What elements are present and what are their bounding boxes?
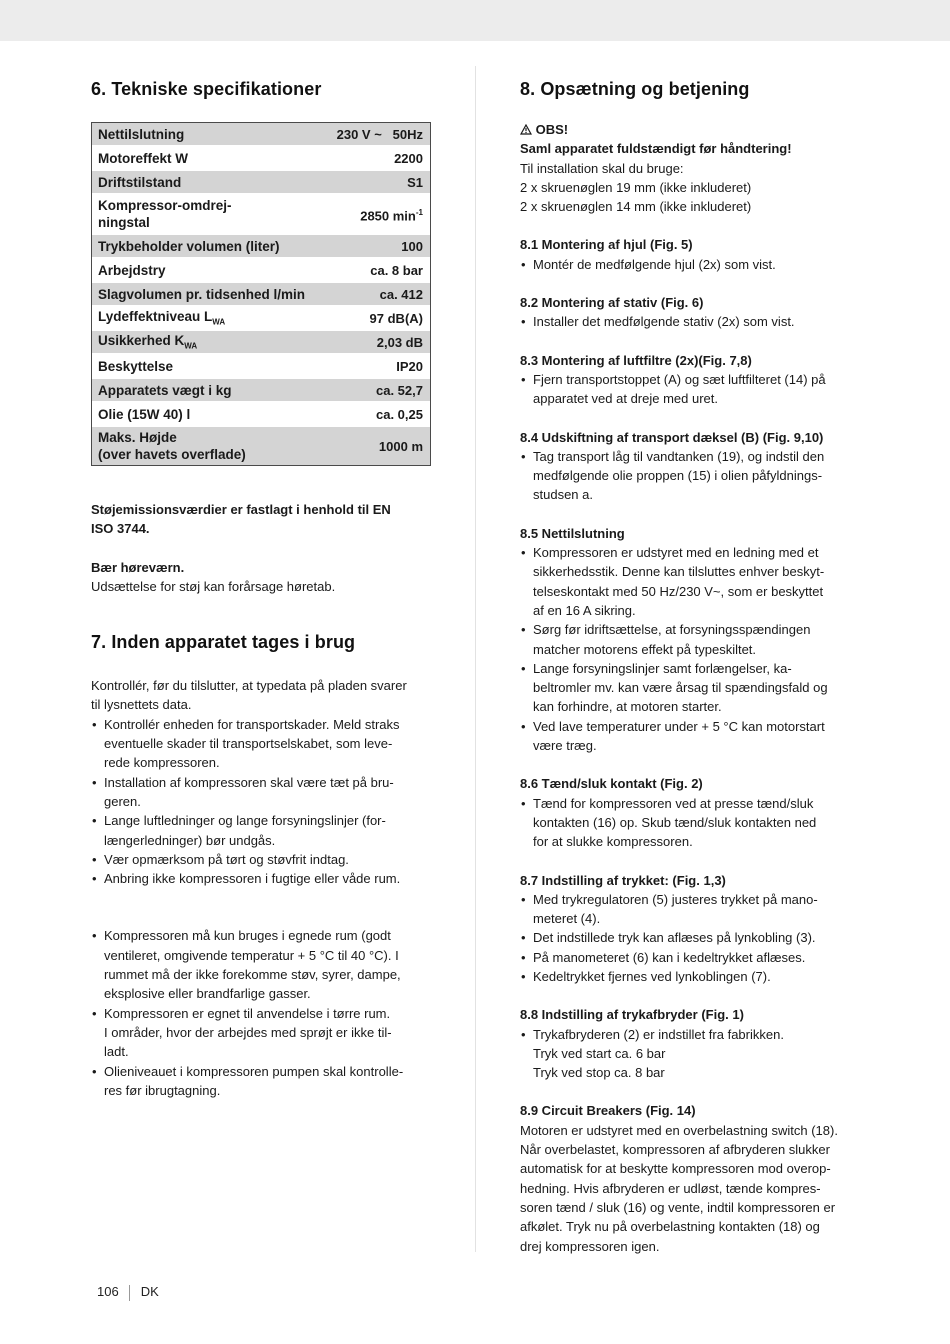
spec-row (92, 305, 430, 329)
subsection-8-6-title: 8.6 Tænd/sluk kontakt (Fig. 2) (520, 776, 703, 792)
spec-label: Slagvolumen pr. tidsenhed l/min (98, 286, 306, 302)
list-item: • Olieniveauet i kompressoren pumpen skal kontrolle- res før ibrugtagning. (91, 1062, 431, 1101)
ear-protection-title: Bær høreværn. (91, 559, 185, 575)
subsection-8-1-list (520, 255, 860, 274)
right-column (520, 76, 860, 1256)
subsection-8-8-list (520, 1025, 860, 1083)
subsection-8-3-list (520, 370, 860, 409)
spec-row (92, 377, 430, 401)
spec-label: Maks. Højde (over havets overflade) (98, 430, 246, 462)
list-item: • Sørg før idriftsættelse, at forsyningsspændingen matcher motorens effekt på typeskiltet. (520, 620, 860, 659)
language-code: DK (140, 1284, 159, 1299)
spec-row (92, 329, 430, 353)
top-margin-band (0, 0, 950, 41)
spec-row (92, 123, 430, 145)
subsection-8-6-list (520, 794, 860, 852)
list-item: • Tag transport låg til vandtanken (19), og indstil den medfølgende olie proppen (15) i olien påfyldnings- studsen a. (520, 447, 860, 505)
list-item: • Kompressoren må kun bruges i egnede rum (godt ventileret, omgivende temperatur + 5 °C til 40 °C). I rummet må der ikke forekomme støv, syrer, dampe, eksplosive eller brandfarlige gasser. (91, 926, 431, 1003)
spec-value: 2200 (394, 150, 423, 166)
subsection-8-5-list (520, 543, 860, 755)
spec-label: Motoreffekt W (98, 150, 188, 166)
spec-label: Arbejdstry (98, 262, 166, 278)
list-item: • Ved lave temperaturer under + 5 °C kan motorstart være træg. (520, 717, 860, 756)
spec-row (92, 257, 430, 281)
section-7-list-a (91, 715, 431, 889)
spec-value: IP20 (396, 358, 423, 374)
list-item: • Lange forsyningslinjer samt forlængelser, ka- beltromler mv. kan være årsag til spændingsfald og kan forhindre, at motoren starter. (520, 659, 860, 717)
subsection-8-4-title: 8.4 Udskiftning af transport dæksel (B) (Fig. 9,10) (520, 429, 824, 445)
list-item: • Anbring ikke kompressoren i fugtige eller våde rum. (91, 869, 431, 888)
list-item: • Med trykregulatoren (5) justeres trykket på mano- meteret (4). (520, 890, 860, 929)
obs-warning: Saml apparatet fuldstændigt før håndtering! (520, 141, 792, 157)
spec-label: Driftstilstand (98, 174, 182, 190)
footer-separator (129, 1285, 130, 1301)
subsection-8-3-title: 8.3 Montering af luftfiltre (2x)(Fig. 7,8) (520, 352, 752, 368)
list-item: • Kontrollér enheden for transportskader. Meld straks eventuelle skader til transportselskabet, som leve- rede kompressoren. (91, 715, 431, 773)
list-item: • Kompressoren er udstyret med en ledning med et sikkerhedsstik. Denne kan tilsluttes enhver beskyt- telseskontakt med 50 Hz/230 V~, som er beskyttet af en 16 A sikring. (520, 543, 860, 620)
ear-protection-text: Udsættelse for støj kan forårsage høretab. (91, 578, 336, 594)
subsection-8-1-title: 8.1 Montering af hjul (Fig. 5) (520, 237, 693, 253)
spec-value: 1000 m (378, 438, 423, 454)
spec-label: Lydeffektniveau $L_{WA}$ (98, 309, 226, 327)
page-number: 106 (97, 1284, 119, 1299)
column-divider (475, 66, 476, 1252)
spec-label: Olie (15W 40) l (98, 406, 191, 422)
list-item: • Vær opmærksom på tørt og støvfrit indtag. (91, 850, 431, 869)
spec-value: 2850 $\min^{-1}$ (360, 207, 423, 224)
list-item: • Trykafbryderen (2) er indstillet fra fabrikken. Tryk ved start ca. 6 bar Tryk ved stop ca. 8 bar (520, 1025, 860, 1083)
spec-row (92, 353, 430, 377)
warning-triangle-icon (520, 124, 532, 135)
list-item: • På manometeret (6) kan i kedeltrykket aflæses. (520, 948, 860, 967)
left-column (91, 76, 431, 1100)
spec-label: Usikkerhed $K_{WA}$ (98, 333, 198, 351)
spec-row (92, 401, 430, 425)
spec-label: Apparatets vægt i kg (98, 382, 232, 398)
spec-value: ca. 412 (379, 286, 423, 302)
noise-note: Støjemissionsværdier er fastlagt i henhold til EN ISO 3744. (91, 502, 391, 537)
spec-value: ca. 52,7 (376, 382, 423, 398)
spec-row (92, 233, 430, 257)
subsection-8-8-title: 8.8 Indstilling af trykafbryder (Fig. 1) (520, 1007, 744, 1023)
spec-value: S1 (407, 174, 423, 190)
obs-tools: Til installation skal du bruge: 2 x skruenøglen 19 mm (ikke inkluderet) 2 x skruenøglen 14 mm (ikke inkluderet) (520, 160, 752, 215)
subsection-8-9-title: 8.9 Circuit Breakers (Fig. 14) (520, 1103, 696, 1119)
spec-row (92, 169, 430, 193)
list-item: • Installation af kompressoren skal være tæt på bru- geren. (91, 773, 431, 812)
spec-value: 2,03 dB (376, 334, 423, 350)
spec-value: ca. 8 bar (370, 262, 423, 278)
spec-value: 230 V ~ 50Hz (336, 126, 423, 142)
list-item: • Montér de medfølgende hjul (2x) som vist. (520, 255, 860, 274)
spec-table (91, 122, 431, 466)
spec-label: Trykbeholder volumen (liter) (98, 238, 280, 254)
spec-label: Nettilslutning (98, 126, 185, 142)
spec-row (92, 425, 430, 465)
section-8-title: 8. Opsætning og betjening (520, 79, 750, 99)
list-item: • Installer det medfølgende stativ (2x) som vist. (520, 312, 860, 331)
spec-value: ca. 0,25 (376, 406, 423, 422)
section-7-intro: Kontrollér, før du tilslutter, at typedata på pladen svarer til lysnettets data. (91, 678, 407, 713)
spec-label: Beskyttelse (98, 358, 174, 374)
list-item: • Tænd for kompressoren ved at presse tænd/sluk kontakten (16) op. Skub tænd/sluk kontakten ned for at slukke kompressoren. (520, 794, 860, 852)
subsection-8-2-list (520, 312, 860, 331)
section-6-title: 6. Tekniske specifikationer (91, 79, 322, 99)
spec-label: Kompressor-omdrej- ningstal (98, 198, 232, 230)
list-item: • Kedeltrykket fjernes ved lynkoblingen (7). (520, 967, 860, 986)
subsection-8-7-list (520, 890, 860, 986)
spec-row (92, 281, 430, 305)
spec-value: 97 dB(A) (369, 310, 423, 326)
section-7-title: 7. Inden apparatet tages i brug (91, 632, 356, 653)
subsection-8-2-title: 8.2 Montering af stativ (Fig. 6) (520, 295, 704, 311)
obs-heading: OBS! (520, 120, 860, 139)
list-item: • Kompressoren er egnet til anvendelse i tørre rum. I områder, hvor der arbejdes med sprøjt er ikke til- ladt. (91, 1004, 431, 1062)
subsection-8-5-title: 8.5 Nettilslutning (520, 525, 625, 541)
subsection-8-4-list (520, 447, 860, 505)
list-item: • Lange luftledninger og lange forsyningslinjer (for- længerledninger) bør undgås. (91, 811, 431, 850)
list-item: • Det indstillede tryk kan aflæses på lynkobling (3). (520, 928, 860, 947)
list-item: • Fjern transportstoppet (A) og sæt luftfilteret (14) på apparatet ved at dreje med uret. (520, 370, 860, 409)
section-7-list-b (91, 926, 431, 1100)
subsection-8-7-title: 8.7 Indstilling af trykket: (Fig. 1,3) (520, 872, 726, 888)
spec-row (92, 193, 430, 233)
page-footer (97, 1284, 159, 1301)
subsection-8-9-text: Motoren er udstyret med en overbelastning switch (18). Når overbelastet, kompressoren af afbryderen slukker automatisk for at beskytte kompressoren mod overop- hedning. Hvis afbryderen er udløst, tænde kompres- soren tænd / sluk (16) og vente, indtil kompressoren er afkølet. Tryk nu på overbelastning kontakten (18) og drej kompressoren igen. (520, 1122, 838, 1254)
spec-value: 100 (401, 238, 423, 254)
spec-row (92, 145, 430, 169)
